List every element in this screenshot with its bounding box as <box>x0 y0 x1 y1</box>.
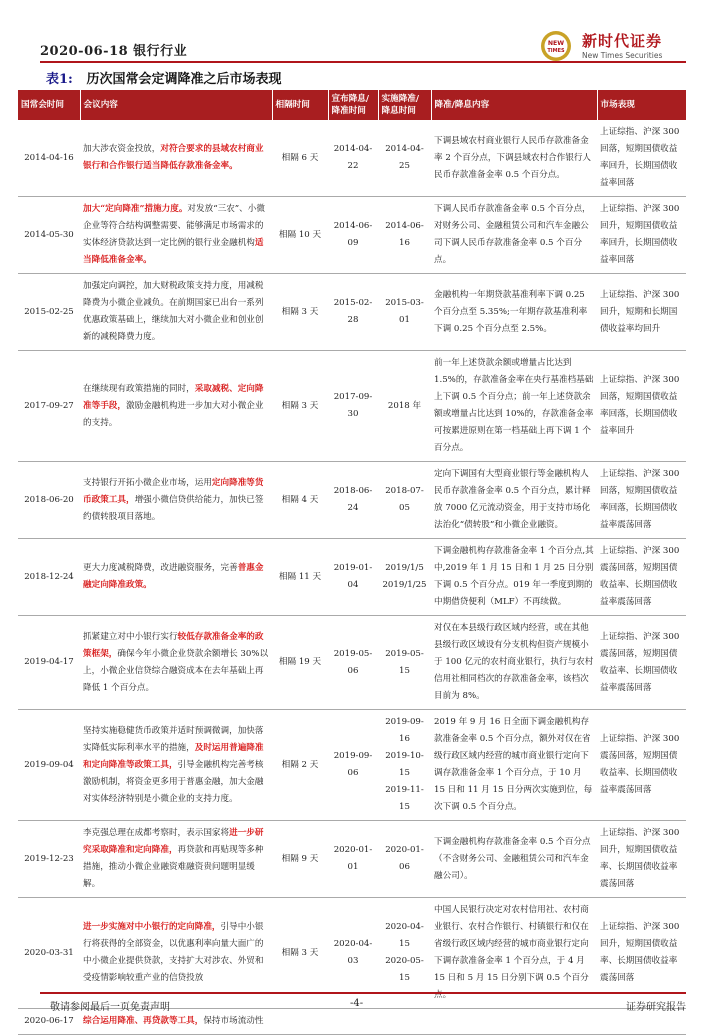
row-implement-date: 2019/1/5 2019/1/25 <box>378 539 431 616</box>
content-text: 抓紧建立对中小银行实行 <box>83 631 178 642</box>
table-row <box>18 120 686 197</box>
row-announce-date: 2015-02-28 <box>328 274 378 351</box>
highlighted-text: 加大“定向降准”措施力度。 <box>83 204 188 214</box>
highlighted-text: 定向降准等货币政策工具， <box>83 477 264 505</box>
footer-page-number: -4- <box>350 998 364 1009</box>
row-meeting-content <box>80 462 272 539</box>
content-text: 加大涉农资金投放， <box>83 144 161 154</box>
row-market-performance: 上证综指、沪深 300 回落，短期国债收益率回落，长期国债收益率震荡回落 <box>597 462 686 539</box>
row-meeting-content <box>80 539 272 616</box>
row-meeting-content <box>80 274 272 351</box>
highlighted-text: 采取减税、定向降准等手段， <box>83 383 264 411</box>
row-announce-date: 2019-09-06 <box>328 710 378 821</box>
table-body <box>18 120 686 1035</box>
row-meeting-content <box>80 351 272 462</box>
highlighted-text: 普惠金融定向降准政策。 <box>83 563 264 590</box>
content-text: 支持银行开拓小微企业市场，运用 <box>83 477 212 488</box>
col-header-interval: 相隔时间 <box>272 90 328 120</box>
col-header-market: 市场表现 <box>597 90 686 120</box>
table-row <box>18 616 686 710</box>
row-announce-date: 2019-05-06 <box>328 616 378 710</box>
row-implement-date: 2020-04-15 2020-05-15 <box>378 898 431 1009</box>
row-meeting-content <box>80 120 272 197</box>
row-market-performance: 上证综指、沪深 300 回升，短期国债收益率回升，长期国债收益率回落 <box>597 197 686 274</box>
table-row <box>18 462 686 539</box>
row-announce-date: 2018-06-24 <box>328 462 378 539</box>
row-cut-content: 定向下调国有大型商业银行等金融机构人民币存款准备金率 0.5 个百分点，累计释放 7000 亿元流动资金，用于支持市场化法治化“债转股”和小微企业融资。 <box>431 462 597 539</box>
table-title-text: 历次国常会定调降准之后市场表现 <box>86 72 282 87</box>
row-cut-content: 前一年上述贷款余额或增量占比达到 1.5%的，存款准备金率在央行基准档基础上下调 0.5 个百分点；前一年上述贷款余额或增量占比达到 10%的，存款准备金率可按累进原则在第一档基础上再下调 1 个百分点。 <box>431 351 597 462</box>
row-meeting-date: 2019-04-17 <box>18 616 80 710</box>
content-text: 激励金融机构进一步加大对小微企业的支持。 <box>83 400 264 428</box>
row-meeting-date: 2020-06-17 <box>18 1009 80 1035</box>
table-title <box>46 68 281 87</box>
logo-emblem-icon <box>536 30 576 64</box>
row-interval: 相隔 3 天 <box>272 898 328 1009</box>
col-header-meeting-date: 国常会时间 <box>18 90 80 120</box>
row-implement-date: 2020-01-06 <box>378 821 431 898</box>
row-market-performance: 上证综指、沪深 300 震荡回落，短期国债收益率、长期国债收益率震荡回落 <box>597 710 686 821</box>
content-text: 对发放“三农”、小微企业等符合结构调整需要、能够满足市场需求的实体经济贷款达到一定比例的银行业金融机构 <box>83 204 265 248</box>
row-implement-date: 2018 年 <box>378 351 431 462</box>
highlighted-text: 及时运用普遍降准和定向降准等政策工具， <box>83 742 264 770</box>
row-meeting-date: 2018-12-24 <box>18 539 80 616</box>
row-cut-content: 2019 年 9 月 16 日全面下调金融机构存款准备金率 0.5 个百分点，额外对仅在省级行政区域内经营的城市商业银行定向下调存款准备金率 1 个百分点，于 10 月 15 日和 11 月 15 日分两次实施到位，每次下调 0.5 个百分点。 <box>431 710 597 821</box>
row-meeting-content <box>80 197 272 274</box>
row-market-performance: 上证综指、沪深 300 回升，短期国债收益率、长期国债收益率震荡回落 <box>597 898 686 1009</box>
row-meeting-date: 2019-09-04 <box>18 710 80 821</box>
row-cut-content: 金融机构一年期贷款基准利率下调 0.25 个百分点至 5.35%;一年期存款基准利率下调 0.25 个百分点至 2.5%。 <box>431 274 597 351</box>
content-text: 再贷款和再贴现等多种措施，推动小微企业融资难融资贵问题明显缓解。 <box>83 845 264 889</box>
row-announce-date: 2017-09-30 <box>328 351 378 462</box>
row-market-performance: 上证综指、沪深 300 回落，短期国债收益率回升，长期国债收益率回落 <box>597 120 686 197</box>
logo-chinese-name: 新时代证券 <box>582 32 663 50</box>
row-interval: 相隔 11 天 <box>272 539 328 616</box>
row-meeting-date: 2014-04-16 <box>18 120 80 197</box>
row-cut-content: 下调县域农村商业银行人民币存款准备金率 2 个百分点，下调县域农村合作银行人民币存款准备金率 0.5 个百分点。 <box>431 120 597 197</box>
highlighted-text: 综合运用降准、再贷款等工具， <box>83 1016 204 1026</box>
row-meeting-content <box>80 710 272 821</box>
table-row <box>18 821 686 898</box>
row-interval: 相隔 2 天 <box>272 710 328 821</box>
table-row <box>18 539 686 616</box>
row-cut-content: 对仅在本县级行政区域内经营，或在其他县级行政区域设有分支机构但资产规模小于 100 亿元的农村商业银行，执行与农村信用社相同档次的存款准备金率，该档次目前为 8%。 <box>431 616 597 710</box>
highlighted-text: 进一步实施对中小银行的定向降准， <box>83 922 221 932</box>
row-announce-date: 2020-04-03 <box>328 898 378 1009</box>
row-implement-date: 2014-06-16 <box>378 197 431 274</box>
content-text: 加强定向调控，加大财税政策支持力度，用减税降费为小微企业减负。在前期国家已出台一系列优惠政策基础上，继续加大对小微企业和创业创新的减税降费力度。 <box>83 281 264 342</box>
row-market-performance: 上证综指、沪深 300 震荡回落，短期国债收益率、长期国债收益率震荡回落 <box>597 616 686 710</box>
row-cut-content: 下调金融机构存款准备金率 1 个百分点,其中,2019 年 1 月 15 日和 1 月 25 日分别下调 0.5 个百分点。019 年一季度到期的中期借贷便利（MLF）不再续做。 <box>431 539 597 616</box>
highlighted-text: 进一步研究采取降准和定向降准， <box>83 828 264 855</box>
highlighted-text: 对符合要求的县域农村商业银行和合作银行适当降低存款准备金率。 <box>83 144 264 171</box>
row-meeting-date: 2015-02-25 <box>18 274 80 351</box>
row-interval: 相隔 4 天 <box>272 462 328 539</box>
row-meeting-content <box>80 616 272 710</box>
page-header <box>40 32 686 60</box>
row-interval: 相隔 9 天 <box>272 821 328 898</box>
col-header-content: 会议内容 <box>80 90 272 120</box>
table-row <box>18 197 686 274</box>
logo-mark-text-bottom: TIMES <box>547 48 565 54</box>
table-row <box>18 710 686 821</box>
policy-table <box>18 90 687 1035</box>
content-text: 在继续现有政策措施的同时， <box>83 383 195 394</box>
row-implement-date: 2014-04-25 <box>378 120 431 197</box>
page-footer <box>40 992 686 1014</box>
content-text: 增强小微信贷供给能力，加快已签约债转股项目落地。 <box>83 494 264 522</box>
table-header-row <box>18 90 686 120</box>
row-market-performance: 上证综指、沪深 300 震荡回落，短期国债收益率、长期国债收益率震荡回落 <box>597 539 686 616</box>
row-announce-date: 2020-01-01 <box>328 821 378 898</box>
row-market-performance: 上证综指、沪深 300 回落，短期国债收益率回落，长期国债收益率回升 <box>597 351 686 462</box>
row-cut-content: 下调人民币存款准备金率 0.5 个百分点，对财务公司、金融租赁公司和汽车金融公司下调人民币存款准备金率 0.5 个百分点。 <box>431 197 597 274</box>
highlighted-text: 适当降低准备金率。 <box>83 238 264 265</box>
footer-disclaimer: 敬请参阅最后一页免责声明 <box>50 1002 170 1013</box>
row-implement-date: 2018-07-05 <box>378 462 431 539</box>
row-announce-date: 2014-06-09 <box>328 197 378 274</box>
row-market-performance: 上证综指、沪深 300 回升，短期和长期国债收益率均回升 <box>597 274 686 351</box>
content-text: 引导金融机构完善考核激励机制，将资金更多用于普惠金融，加大金融对实体经济特别是小微企业的支持力度。 <box>83 759 264 804</box>
footer-report-type: 证券研究报告 <box>626 1002 686 1013</box>
row-interval: 相隔 6 天 <box>272 120 328 197</box>
table-row <box>18 274 686 351</box>
row-implement-date: 2019-05-15 <box>378 616 431 710</box>
row-meeting-date: 2018-06-20 <box>18 462 80 539</box>
row-announce-date: 2019-01-04 <box>328 539 378 616</box>
row-implement-date: 2015-03-01 <box>378 274 431 351</box>
header-date-section: 2020-06-18 银行行业 <box>40 44 188 59</box>
row-announce-date: 2014-04-22 <box>328 120 378 197</box>
row-cut-content: 中国人民银行决定对农村信用社、农村商业银行、农村合作银行、村镇银行和仅在省级行政区域内经营的城市商业银行定向下调存款准备金率 1 个百分点，于 4 月 15 日和 5 月 15 日分别下调 0.5 个百分点。 <box>431 898 597 1009</box>
col-header-cut-content: 降准/降息内容 <box>431 90 597 120</box>
logo-mark-text-top: NEW <box>547 40 565 47</box>
company-logo <box>536 30 686 64</box>
content-text: 引导中小银行将获得的全部资金，以优惠利率向量大面广的中小微企业提供贷款，支持扩大对涉农、外贸和受疫情影响较重产业的信贷投放 <box>83 922 264 983</box>
col-header-implement: 实施降准/降息时间 <box>378 90 431 120</box>
row-interval: 相隔 10 天 <box>272 197 328 274</box>
row-cut-content: 下调金融机构存款准备金率 0.5 个百分点（不含财务公司、金融租赁公司和汽车金融公司）。 <box>431 821 597 898</box>
row-market-performance: 上证综指、沪深 300 回升，短期国债收益率、长期国债收益率震荡回落 <box>597 821 686 898</box>
row-meeting-date: 2020-03-31 <box>18 898 80 1009</box>
row-meeting-content <box>80 821 272 898</box>
header-rule <box>40 61 686 63</box>
row-meeting-date: 2014-05-30 <box>18 197 80 274</box>
logo-english-name: New Times Securities <box>582 51 663 60</box>
row-interval: 相隔 19 天 <box>272 616 328 710</box>
row-meeting-date: 2017-09-27 <box>18 351 80 462</box>
row-interval: 相隔 3 天 <box>272 351 328 462</box>
table-row <box>18 351 686 462</box>
content-text: 确保今年小微企业贷款余额增长 30%以上，小微企业信贷综合融资成本在去年基础上再降低 1 个百分点。 <box>83 648 269 693</box>
content-text: 更大力度减税降费，改进融资服务，完善 <box>83 563 238 573</box>
highlighted-text: 较低存款准备金率的政策框架， <box>83 631 264 659</box>
col-header-announce: 宣布降息/降准时间 <box>328 90 378 120</box>
row-implement-date: 2019-09-16 2019-10-15 2019-11-15 <box>378 710 431 821</box>
content-text: 坚持实施稳健货币政策并适时预调微调，加快落实降低实际利率水平的措施， <box>83 725 264 753</box>
row-interval: 相隔 3 天 <box>272 274 328 351</box>
table-title-prefix: 表1: <box>46 72 73 87</box>
content-text: 保持市场流动性 <box>203 1016 264 1026</box>
row-meeting-date: 2019-12-23 <box>18 821 80 898</box>
content-text: 李克强总理在成都考察时，表示国家将 <box>83 828 230 838</box>
